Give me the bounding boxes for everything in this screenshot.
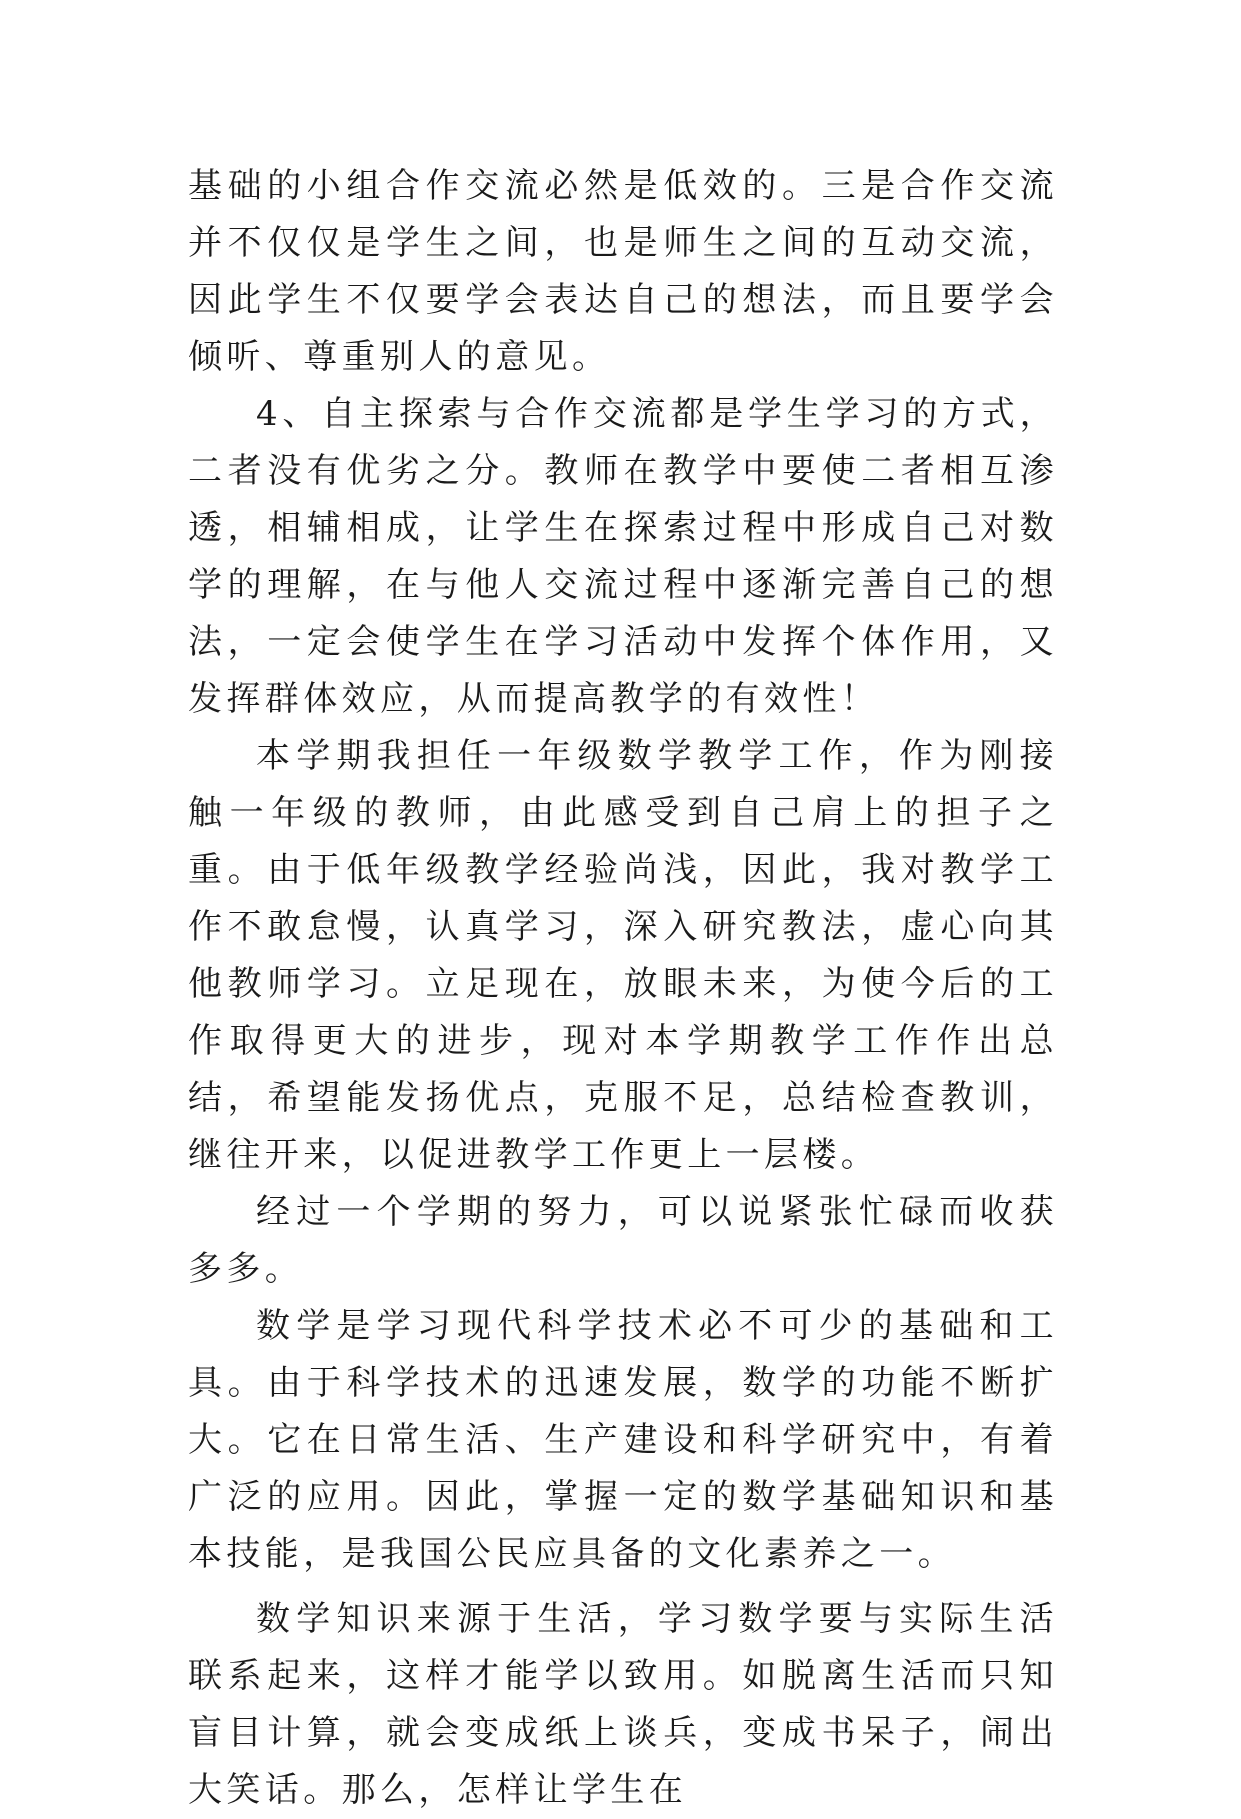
paragraph-math-life: 数学知识来源于生活，学习数学要与实际生活联系起来，这样才能学以致用。如脱离生活而只知盲目计算，就会变成纸上谈兵，变成书呆子，闹出大笑话。那么，怎样让学生在	[188, 1599, 1058, 1810]
paragraph-semester-intro: 本学期我担任一年级数学教学工作，作为刚接触一年级的教师，由此感受到自己肩上的担子之重。由于低年级教学经验尚浅，因此，我对教学工作不敢怠慢，认真学习，深入研究教法，虚心向其他教师学习。立足现在，放眼未来，为使今后的工作取得更大的进步，现对本学期教学工作作出总结，希望能发扬优点，克服不足，总结检查教训，继往开来，以促进教学工作更上一层楼。	[188, 736, 1058, 1175]
paragraph-continuation: 基础的小组合作交流必然是低效的。三是合作交流并不仅仅是学生之间，也是师生之间的互动交流，因此学生不仅要学会表达自己的想法，而且要学会倾听、尊重别人的意见。	[188, 166, 1058, 377]
document-body	[188, 158, 1058, 1819]
paragraph-point-4: 4、自主探索与合作交流都是学生学习的方式，二者没有优劣之分。教师在教学中要使二者相互渗透，相辅相成，让学生在探索过程中形成自己对数学的理解，在与他人交流过程中逐渐完善自己的想法，一定会使学生在学习活动中发挥个体作用，又发挥群体效应，从而提高教学的有效性！	[188, 394, 1058, 719]
paragraph-effort-summary: 经过一个学期的努力，可以说紧张忙碌而收获多多。	[188, 1192, 1058, 1289]
paragraph-math-foundation: 数学是学习现代科学技术必不可少的基础和工具。由于科学技术的迅速发展，数学的功能不断扩大。它在日常生活、生产建设和科学研究中，有着广泛的应用。因此，掌握一定的数学基础知识和基本技能，是我国公民应具备的文化素养之一。	[188, 1306, 1058, 1574]
